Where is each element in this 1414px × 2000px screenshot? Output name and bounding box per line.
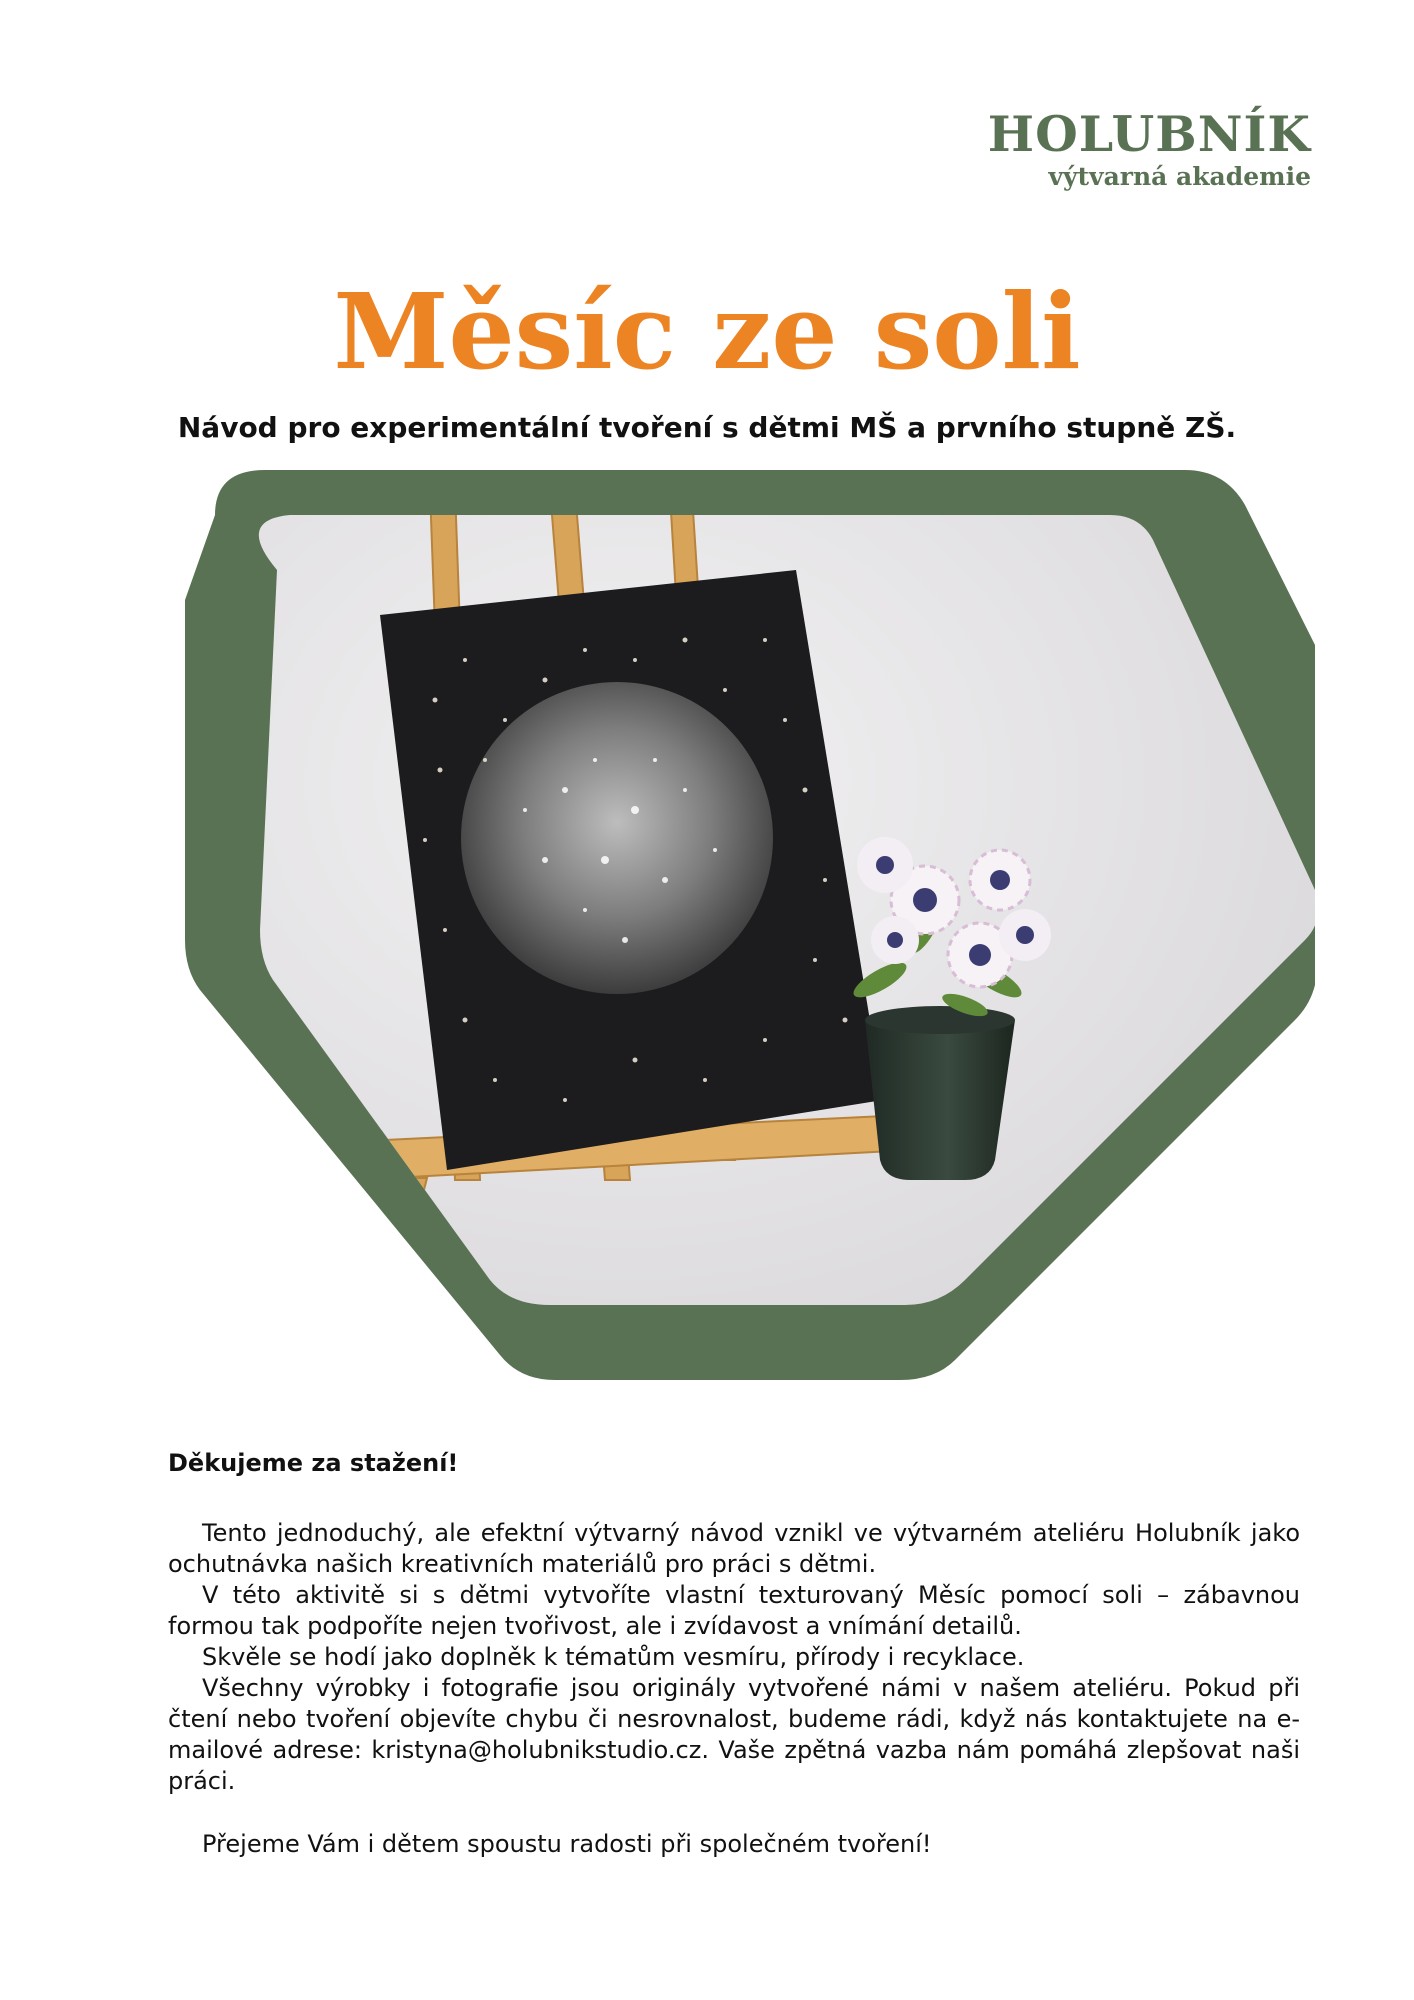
photo-frame <box>165 460 1315 1380</box>
intro-paragraph: Všechny výrobky i fotografie jsou originály vytvořené námi v našem ateliéru. Pokud při čtení nebo tvoření objevíte chybu či nesrovnalost, budeme rádi, když nás kontaktujete na e-mailové adrese: kristyna@holubnikstudio.cz. Vaše zpětná vazba nám pomáhá zlepšovat naši práci. <box>168 1674 1300 1795</box>
brand-tagline: výtvarná akademie <box>1048 162 1311 191</box>
flower-pot <box>865 1020 1015 1180</box>
intro-paragraph: Tento jednoduchý, ale efektní výtvarný návod vznikl ve výtvarném ateliéru Holubník jako ochutnávka našich kreativních materiálů pro práci s dětmi. <box>168 1519 1300 1578</box>
intro-text <box>168 1448 1300 1860</box>
intro-paragraph: V této aktivitě si s dětmi vytvoříte vlastní texturovaný Měsíc pomocí soli – zábavnou formou tak podpoříte nejen tvořivost, ale i zvídavost a vnímání detailů. <box>168 1581 1300 1640</box>
closing-paragraph: Přejeme Vám i dětem spoustu radosti při společném tvoření! <box>202 1830 932 1858</box>
thanks-heading: Děkujeme za stažení! <box>168 1449 459 1477</box>
brand-logo <box>987 105 1311 192</box>
salt-moon-photo <box>165 460 1315 1380</box>
page-subtitle: Návod pro experimentální tvoření s dětmi MŠ a prvního stupně ZŠ. <box>177 411 1237 444</box>
brand-name: HOLUBNÍK <box>987 105 1311 163</box>
page-title: Měsíc ze soli <box>333 270 1081 393</box>
moon <box>461 682 773 994</box>
intro-paragraph: Skvěle se hodí jako doplněk k tématům vesmíru, přírody i recyklace. <box>202 1643 1025 1671</box>
